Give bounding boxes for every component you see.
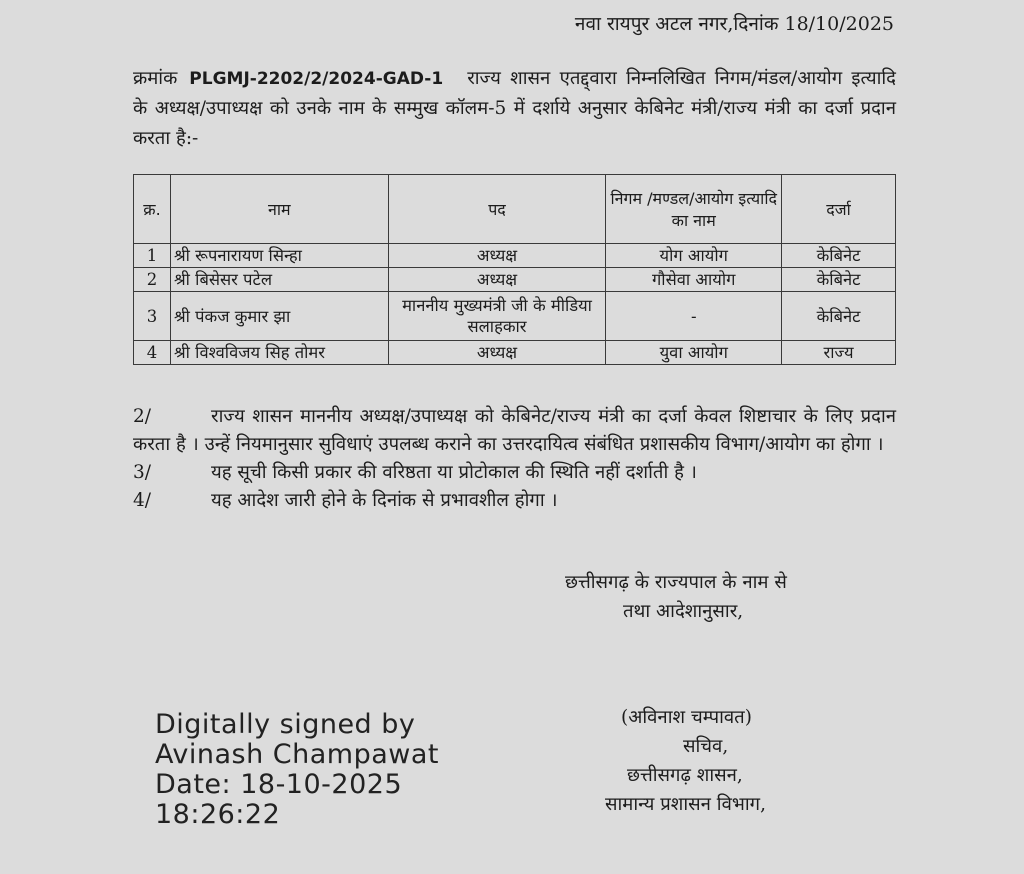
cell-sno: 1 (134, 244, 171, 268)
header-post: पद (388, 175, 606, 244)
cell-sno: 3 (134, 292, 171, 341)
closing-line-2: तथा आदेशानुसार, (623, 601, 744, 622)
digital-signature-line: Avinash Champawat (155, 739, 439, 770)
paragraph-4 (133, 487, 896, 515)
digital-signature-stamp (155, 710, 439, 830)
header-body: निगम /मण्डल/आयोग इत्यादि का नाम (606, 175, 782, 244)
cell-rank: केबिनेट (782, 268, 896, 292)
signatory-block (605, 703, 766, 819)
cell-body: - (606, 292, 782, 341)
cell-post: माननीय मुख्यमंत्री जी के मीडिया सलाहकार (388, 292, 606, 341)
signatory-department: सामान्य प्रशासन विभाग, (605, 794, 766, 815)
digital-signature-line: Date: 18-10-2025 (155, 769, 403, 800)
digital-signature-line: Digitally signed by (155, 709, 416, 740)
paragraph-number: 3/ (133, 462, 152, 483)
cell-sno: 2 (134, 268, 171, 292)
order-paragraphs (133, 403, 896, 515)
paragraph-text: यह आदेश जारी होने के दिनांक से प्रभावशील होगा । (211, 490, 558, 511)
paragraph-number: 4/ (133, 490, 152, 511)
intro-text: राज्य शासन एतद्द्वारा निम्नलिखित निगम/मंडल/आयोग इत्यादि के अध्यक्ष/उपाध्यक्ष को उनके नाम के सम्मुख कॉलम-5 में दर्शाये अनुसार केबिनेट मंत्री/राज्य मंत्री का दर्जा प्रदान करता है:- (133, 68, 896, 149)
cell-body: गौसेवा आयोग (606, 268, 782, 292)
cell-rank: केबिनेट (782, 292, 896, 341)
paragraph-text: राज्य शासन माननीय अध्यक्ष/उपाध्यक्ष को केबिनेट/राज्य मंत्री का दर्जा केवल शिष्टाचार के लिए प्रदान करता है । उन्हें नियमानुसार सुविधाएं उपलब्ध कराने का उत्तरदायित्व संबंधित प्रशासकीय विभाग/आयोग का होगा । (133, 406, 896, 455)
intro-paragraph (133, 64, 896, 154)
paragraph-text: यह सूची किसी प्रकार की वरिष्ठता या प्रोटोकाल की स्थिति नहीं दर्शाती है । (211, 462, 697, 483)
appointments-table (133, 174, 896, 365)
table-row (134, 341, 896, 365)
cell-body: योग आयोग (606, 244, 782, 268)
paragraph-number: 2/ (133, 406, 152, 427)
signatory-designation: सचिव, (683, 736, 729, 757)
table-row (134, 292, 896, 341)
cell-sno: 4 (134, 341, 171, 365)
authority-closing (565, 568, 787, 626)
table-header-row (134, 175, 896, 244)
cell-post: अध्यक्ष (388, 268, 606, 292)
order-dateline: नवा रायपुर अटल नगर,दिनांक 18/10/2025 (574, 13, 894, 35)
paragraph-2 (133, 403, 896, 459)
cell-name: श्री बिसेसर पटेल (170, 268, 388, 292)
cell-rank: राज्य (782, 341, 896, 365)
ref-prefix: क्रमांक (133, 68, 178, 89)
cell-name: श्री पंकज कुमार झा (170, 292, 388, 341)
signatory-government: छत्तीसगढ़ शासन, (627, 765, 743, 786)
cell-rank: केबिनेट (782, 244, 896, 268)
cell-name: श्री रूपनारायण सिन्हा (170, 244, 388, 268)
header-sno: क्र. (134, 175, 171, 244)
cell-post: अध्यक्ष (388, 244, 606, 268)
paragraph-3 (133, 459, 896, 487)
cell-post: अध्यक्ष (388, 341, 606, 365)
table-row (134, 268, 896, 292)
header-rank: दर्जा (782, 175, 896, 244)
cell-name: श्री विश्वविजय सिह तोमर (170, 341, 388, 365)
cell-body: युवा आयोग (606, 341, 782, 365)
digital-signature-line: 18:26:22 (155, 799, 281, 830)
table-row (134, 244, 896, 268)
reference-number: PLGMJ-2202/2/2024-GAD-1 (189, 69, 444, 89)
closing-line-1: छत्तीसगढ़ के राज्यपाल के नाम से (565, 572, 787, 593)
header-name: नाम (170, 175, 388, 244)
signatory-name: (अविनाश चम्पावत) (621, 707, 752, 728)
